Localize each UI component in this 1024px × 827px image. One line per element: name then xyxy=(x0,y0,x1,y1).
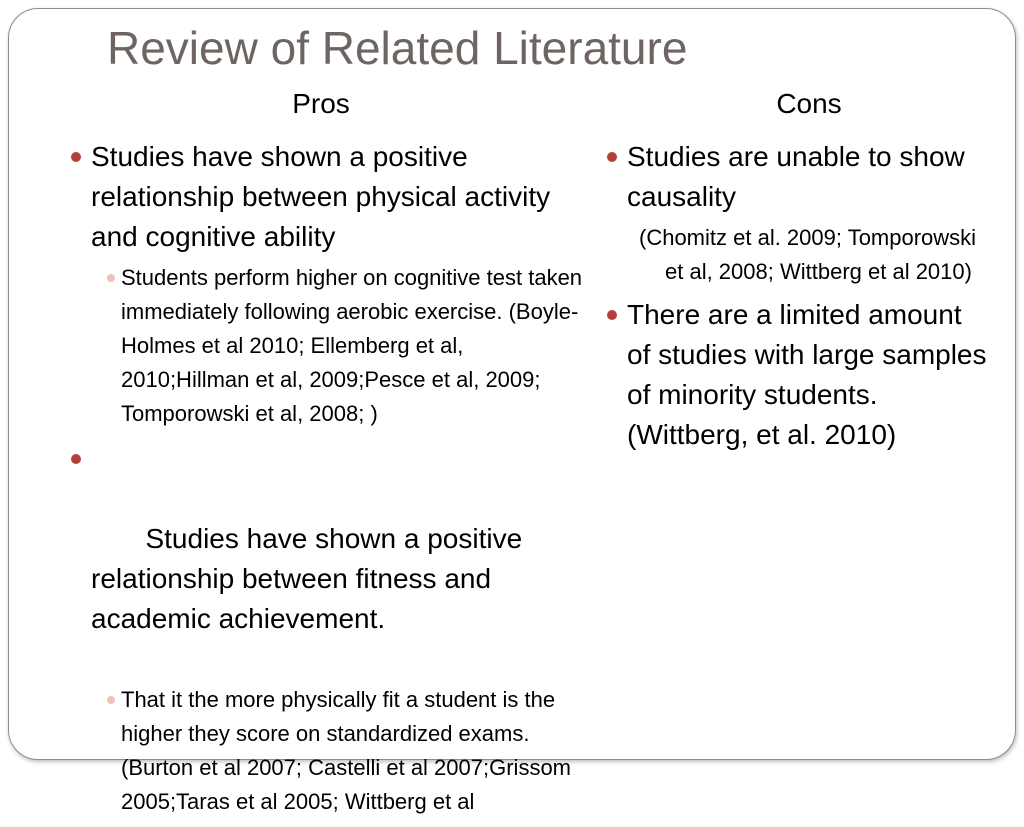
pros-column xyxy=(63,137,593,827)
pros-bullet-2-text: Studies have shown a positive relationship between fitness and academic achievement. xyxy=(91,523,530,634)
slide-title: Review of Related Literature xyxy=(107,22,688,74)
pros-heading: Pros xyxy=(292,88,350,119)
pros-bullet-2 xyxy=(63,439,593,679)
cons-citation-1: (Chomitz et al. 2009; Tomporowski et al, 2008; Wittberg et al 2010) xyxy=(639,225,977,284)
pros-sub-bullet-1 xyxy=(63,261,593,431)
bullet-dot-icon xyxy=(71,454,81,464)
bullet-dot-icon xyxy=(71,152,81,162)
pros-sub-bullet-2-text: That it the more physically fit a student is the higher they score on standardized exams.(Burton et al 2007; Castelli et al 2007;Grissom 2005;Taras et al 2005; Wittberg et al xyxy=(121,687,572,814)
cons-heading: Cons xyxy=(776,88,842,119)
bullet-dot-icon xyxy=(607,152,617,162)
pros-sub-bullet-2 xyxy=(63,683,593,819)
pros-bullet-1-text: Studies have shown a positive relationship between physical activity and cognitive ability xyxy=(91,141,551,252)
cons-bullet-2 xyxy=(599,295,989,455)
cons-column xyxy=(599,137,989,459)
sub-bullet-dot-icon xyxy=(107,274,115,282)
pros-bullet-1 xyxy=(63,137,593,257)
pros-sub-bullet-1-text: Students perform higher on cognitive test taken immediately following aerobic exercise. (Boyle-Holmes et al 2010; Ellemberg et al, 2010;Hillman et al, 2009;Pesce et al, 2009; Tomporowski et al, 2008; ) xyxy=(121,265,583,426)
cons-bullet-1-text: Studies are unable to show causality xyxy=(627,141,965,212)
sub-bullet-dot-icon xyxy=(107,696,115,704)
cons-bullet-1 xyxy=(599,137,989,217)
cons-bullet-2-text: There are a limited amount of studies with large samples of minority students.(Wittberg, et al. 2010) xyxy=(627,299,987,450)
slide-frame xyxy=(8,8,1016,814)
bullet-dot-icon xyxy=(607,310,617,320)
